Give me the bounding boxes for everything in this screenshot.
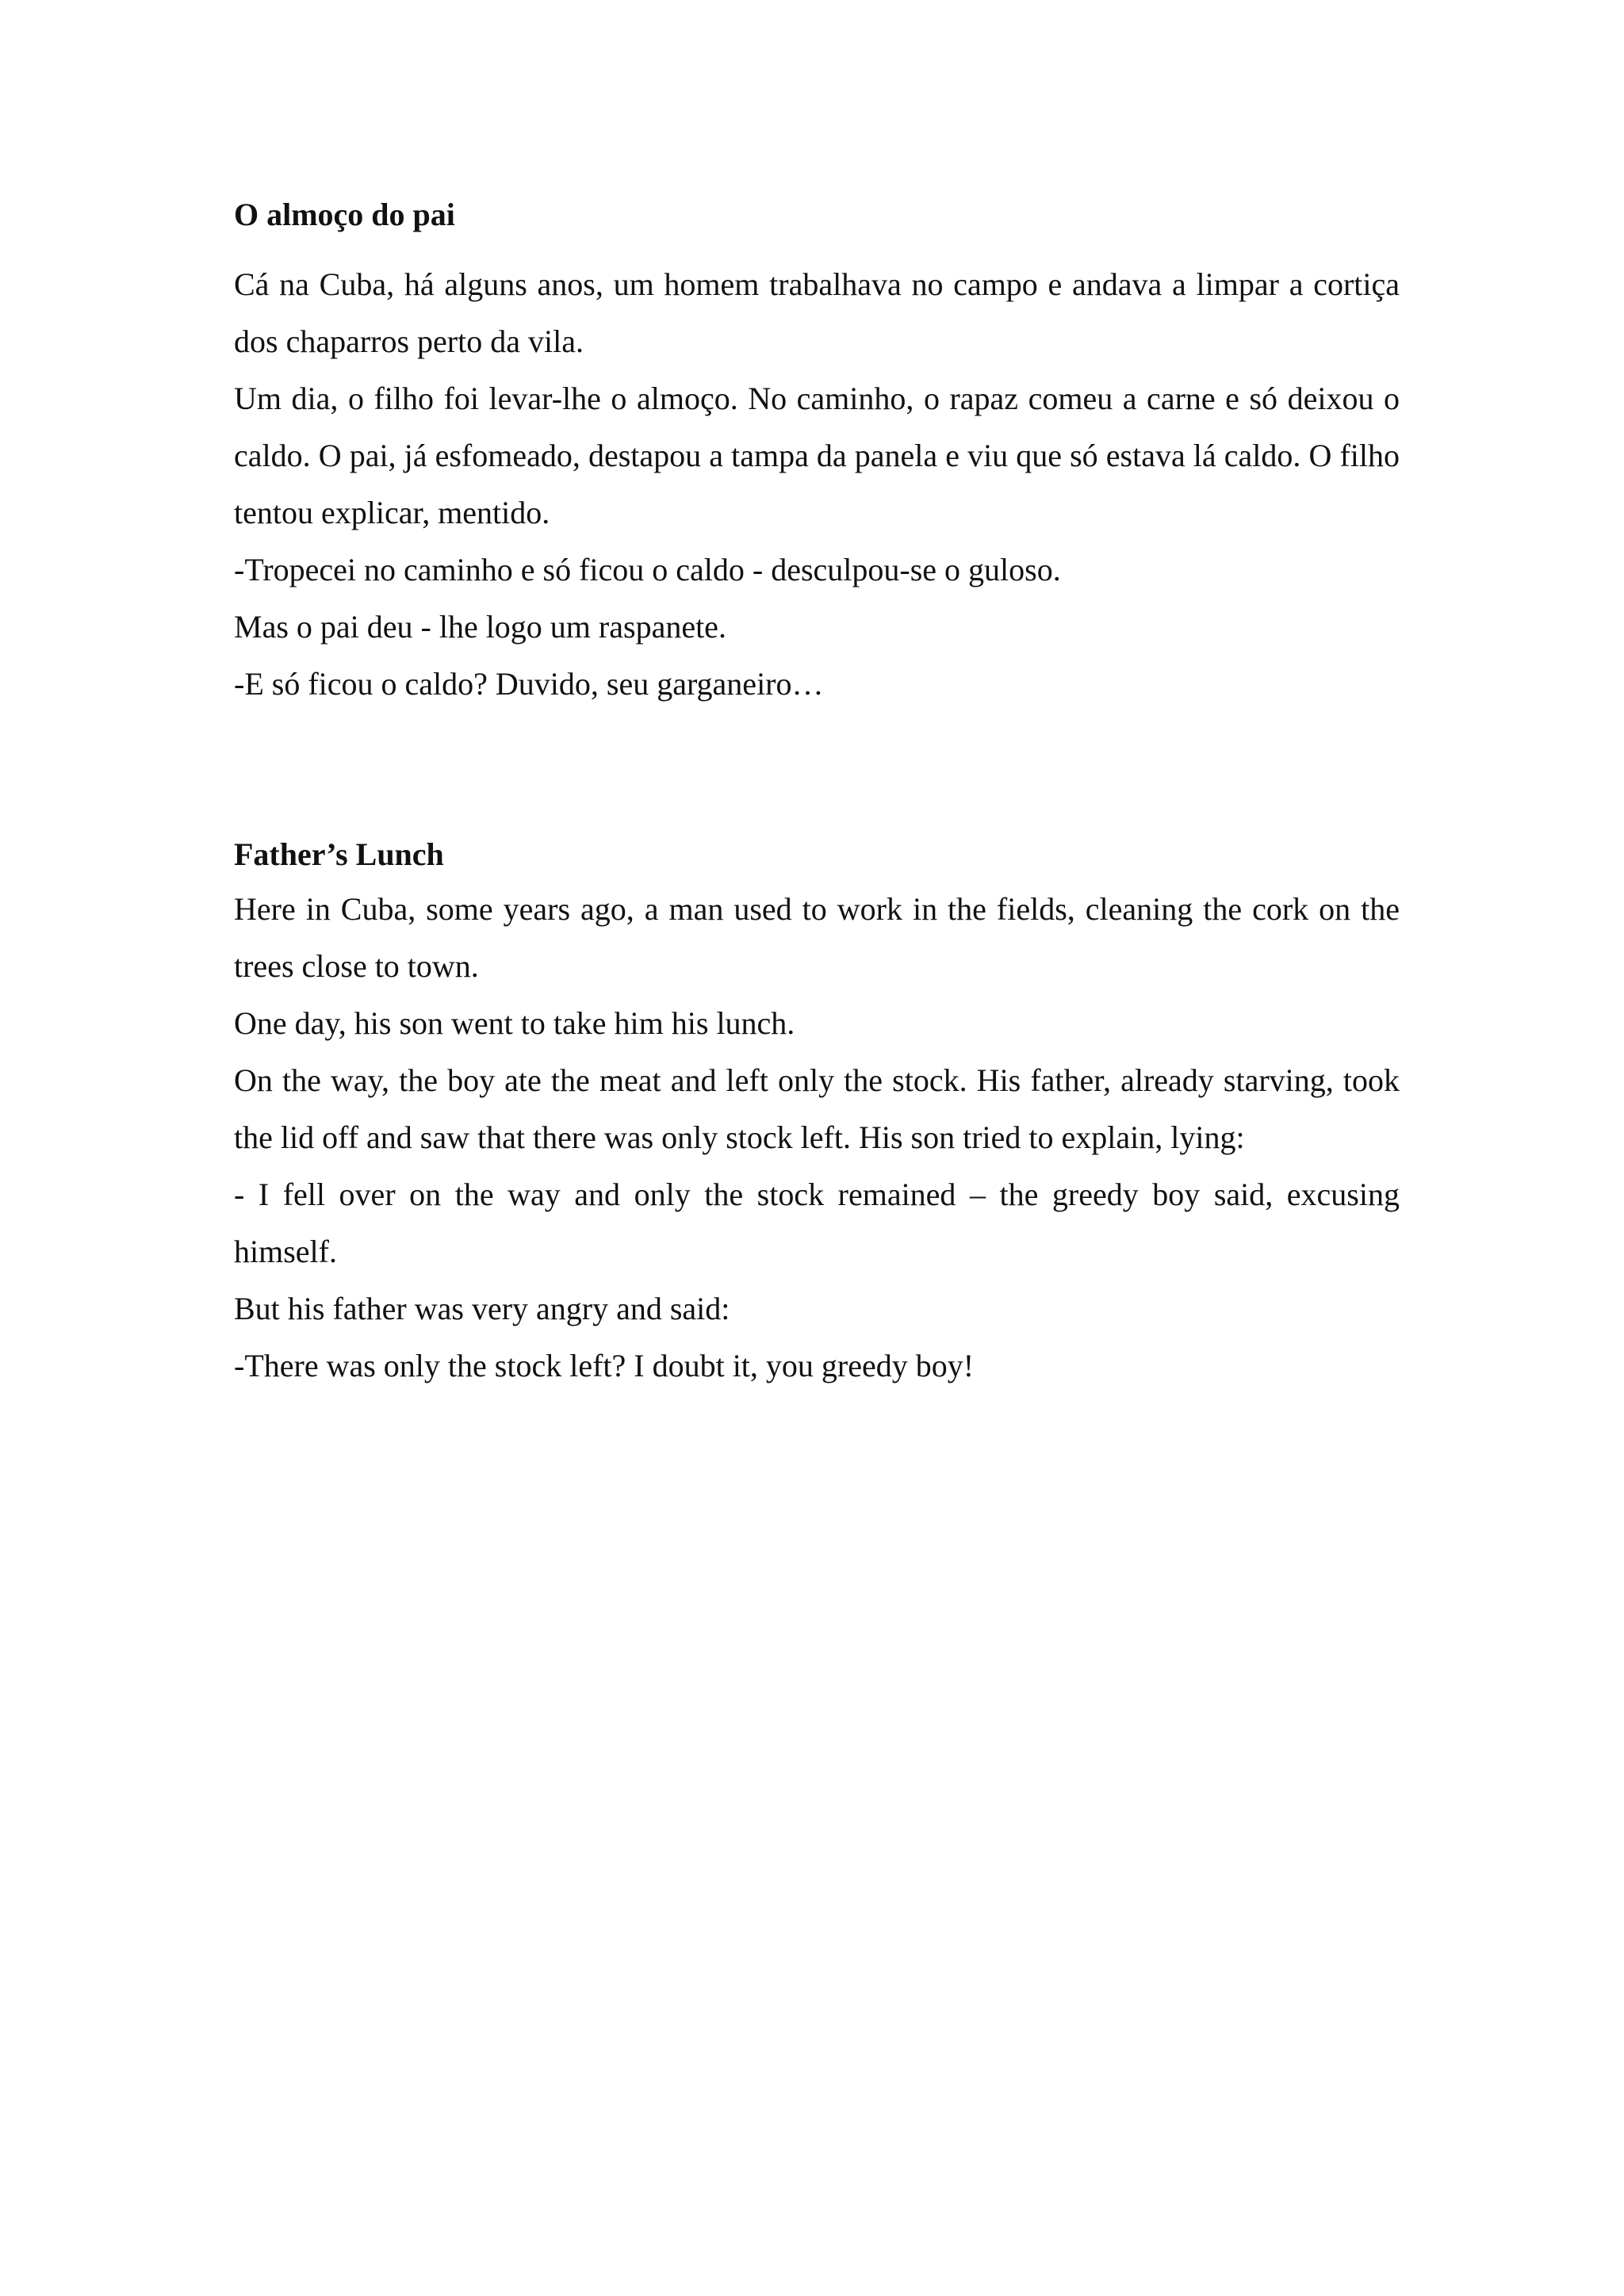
paragraph-pt-5: -E só ficou o caldo? Duvido, seu garganeiro…: [234, 666, 824, 702]
story-title-portuguese: O almoço do pai: [234, 197, 455, 232]
paragraph-en-4: - I fell over on the way and only the stock remained – the greedy boy said, excusing himself.: [234, 1177, 1400, 1269]
paragraph-en-3: On the way, the boy ate the meat and left only the stock. His father, already starving, took the lid off and saw that there was only stock left. His son tried to explain, lying:: [234, 1062, 1400, 1155]
paragraph-en-5: But his father was very angry and said:: [234, 1291, 730, 1326]
paragraph-en-1: Here in Cuba, some years ago, a man used to work in the fields, cleaning the cork on the trees close to town.: [234, 891, 1400, 984]
paragraph-en-2: One day, his son went to take him his lunch.: [234, 1005, 795, 1041]
paragraph-pt-3: -Tropecei no caminho e só ficou o caldo - desculpou-se o guloso.: [234, 552, 1061, 587]
paragraph-en-6: -There was only the stock left? I doubt it, you greedy boy!: [234, 1348, 975, 1383]
story-title-english: Father’s Lunch: [234, 836, 444, 872]
paragraph-pt-1: Cá na Cuba, há alguns anos, um homem trabalhava no campo e andava a limpar a cortiça dos chaparros perto da vila.: [234, 266, 1400, 359]
paragraph-pt-4: Mas o pai deu - lhe logo um raspanete.: [234, 609, 726, 645]
paragraph-pt-2: Um dia, o filho foi levar-lhe o almoço. No caminho, o rapaz comeu a carne e só deixou o caldo. O pai, já esfomeado, destapou a tampa da panela e viu que só estava lá caldo. O filho tentou explicar, mentido.: [234, 381, 1400, 530]
